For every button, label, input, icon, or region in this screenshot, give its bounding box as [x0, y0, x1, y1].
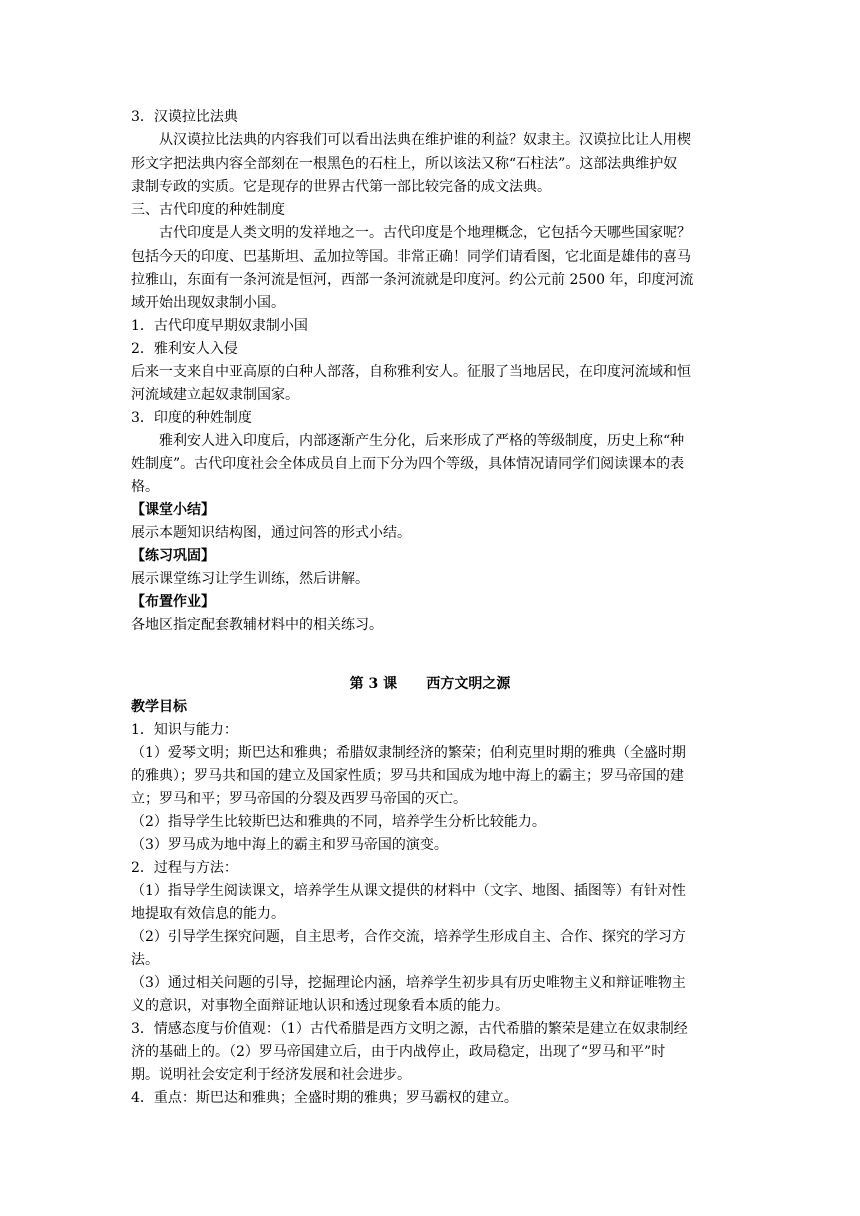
paragraph-line: 雅利安人进入印度后，内部逐渐产生分化，后来形成了严格的等级制度，历史上称“种 [159, 433, 685, 449]
paragraph-line: （3）罗马成为地中海上的霸主和罗马帝国的演变。 [131, 837, 448, 853]
paragraph-line: 后来一支来自中亚高原的白种人部落，自称雅利安人。征服了当地居民，在印度河流域和恒 [131, 364, 691, 380]
goal-item: 4．重点：斯巴达和雅典；全盛时期的雅典；罗马霸权的建立。 [131, 1090, 518, 1106]
paragraph-line: 形文字把法典内容全部刻在一根黑色的石柱上，所以该法又称“石柱法”。这部法典维护奴 [131, 156, 678, 172]
paragraph-line: 地提取有效信息的能力。 [131, 906, 285, 922]
homework-heading: 【布置作业】 [131, 594, 215, 610]
paragraph-line: 义的意识，对事物全面辩证地认识和透过现象看本质的能力。 [131, 998, 509, 1014]
paragraph-line: 的雅典）；罗马共和国的建立及国家性质；罗马共和国成为地中海上的霸主；罗马帝国的建 [131, 768, 684, 784]
paragraph-line: 格。 [131, 479, 159, 495]
goal-item: 3．情感态度与价值观：（1）古代希腊是西方文明之源，古代希腊的繁荣是建立在奴隶制经 [131, 1021, 688, 1037]
paragraph-line: 从汉谟拉比法典的内容我们可以看出法典在维护谁的利益？奴隶主。汉谟拉比让人用楔 [159, 132, 691, 148]
paragraph-line: 姓制度”。古代印度社会全体成员自上而下分为四个等级，具体情况请同学们阅读课本的表 [131, 456, 685, 472]
paragraph-line: 展示课堂练习让学生训练，然后讲解。 [131, 571, 369, 587]
paragraph-line: （3）通过相关问题的引导，挖掘理论内涵，培养学生初步具有历史唯物主义和辩证唯物主 [131, 975, 686, 991]
goal-item: 1．知识与能力： [131, 722, 238, 738]
subsection-heading: 1．古代印度早期奴隶制小国 [131, 318, 308, 334]
paragraph-line: 济的基础上的。（2）罗马帝国建立后，由于内战停止，政局稳定，出现了“罗马和平”时 [131, 1044, 666, 1060]
paragraph-line: 法。 [131, 952, 159, 968]
section-heading: 三、古代印度的种姓制度 [131, 202, 285, 218]
paragraph-line: 各地区指定配套教辅材料中的相关练习。 [131, 617, 383, 633]
paragraph-line: 隶制专政的实质。它是现存的世界古代第一部比较完备的成文法典。 [131, 179, 551, 195]
lesson-title: 第 3 课 西方文明之源 [349, 676, 511, 692]
section-heading: 3．汉谟拉比法典 [131, 109, 238, 125]
paragraph-line: 立；罗马和平；罗马帝国的分裂及西罗马帝国的灭亡。 [131, 791, 467, 807]
paragraph-line: 包括今天的印度、巴基斯坦、孟加拉等国。非常正确！同学们请看图，它北面是雄伟的喜马 [131, 249, 691, 265]
paragraph-line: 河流域建立起奴隶制国家。 [131, 387, 299, 403]
paragraph-line: 拉雅山，东面有一条河流是恒河，西部一条河流就是印度河。约公元前 2500 年，印度河流 [131, 272, 694, 288]
paragraph-line: （1）爱琴文明；斯巴达和雅典；希腊奴隶制经济的繁荣；伯利克里时期的雅典（全盛时期 [131, 745, 686, 761]
paragraph-line: （2）引导学生探究问题，自主思考，合作交流，培养学生形成自主、合作、探究的学习方 [131, 929, 686, 945]
paragraph-line: 古代印度是人类文明的发祥地之一。古代印度是个地理概念，它包括今天哪些国家呢？ [159, 225, 691, 241]
subsection-heading: 3．印度的种姓制度 [131, 410, 252, 426]
summary-heading: 【课堂小结】 [131, 502, 215, 518]
subsection-heading: 2．雅利安人入侵 [131, 341, 238, 357]
paragraph-line: （2）指导学生比较斯巴达和雅典的不同，培养学生分析比较能力。 [131, 814, 546, 830]
goals-heading: 教学目标 [131, 699, 187, 715]
paragraph-line: 期。说明社会安定利于经济发展和社会进步。 [131, 1067, 411, 1083]
paragraph-line: 展示本题知识结构图，通过问答的形式小结。 [131, 525, 411, 541]
paragraph-line: 域开始出现奴隶制小国。 [131, 295, 285, 311]
goal-item: 2．过程与方法： [131, 860, 238, 876]
practice-heading: 【练习巩固】 [131, 548, 215, 564]
paragraph-line: （1）指导学生阅读课文，培养学生从课文提供的材料中（文字、地图、插图等）有针对性 [131, 883, 686, 899]
